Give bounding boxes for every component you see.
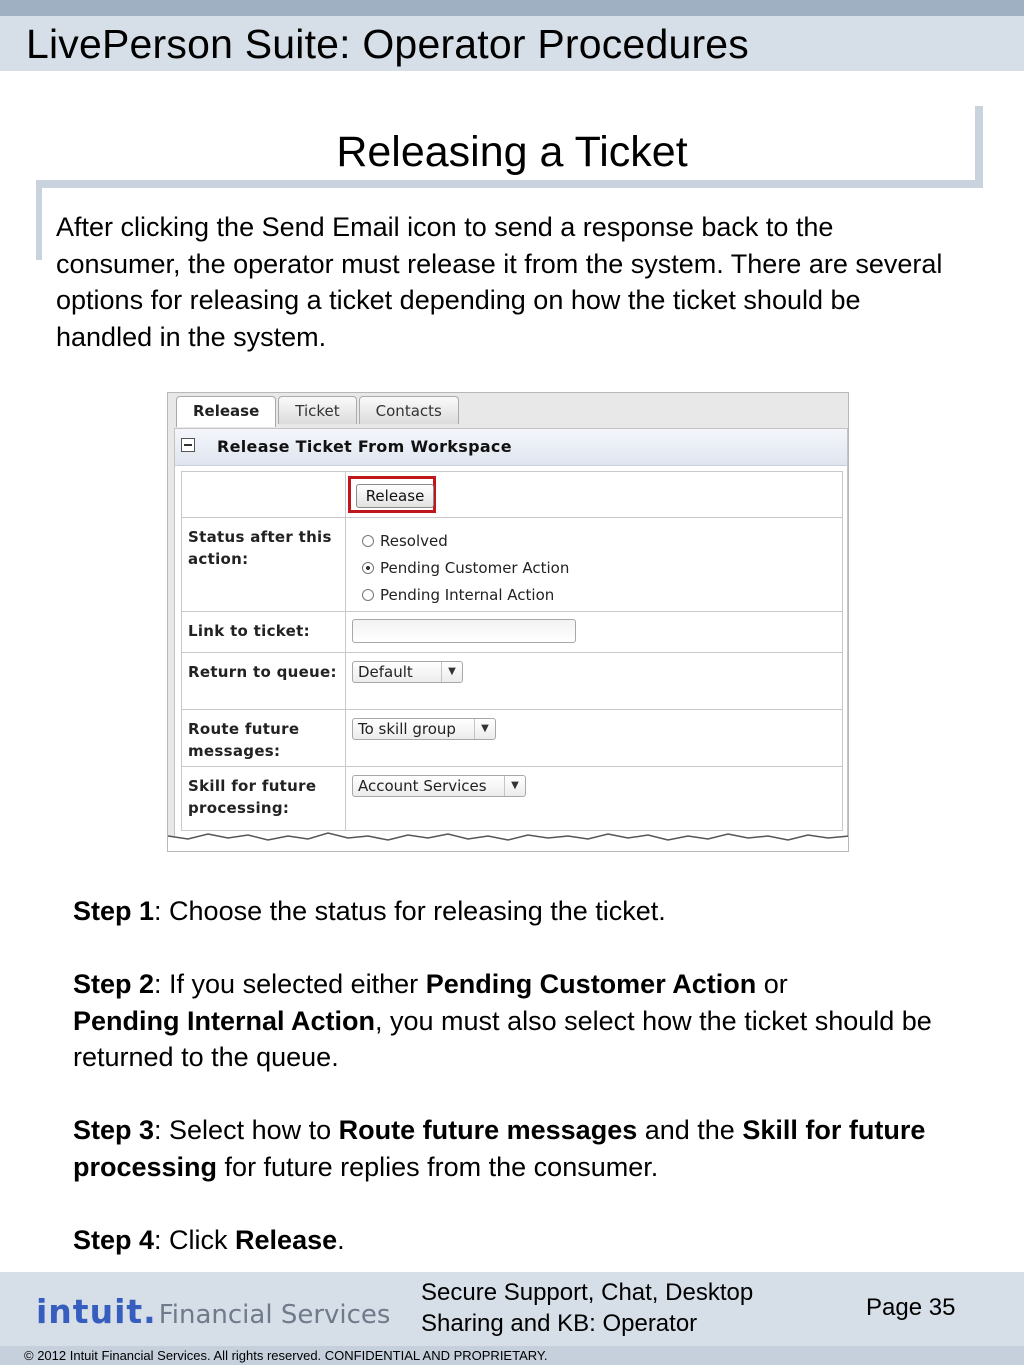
step-bold: Release [235,1224,338,1255]
step-bold: Skill for future processing [73,1115,926,1182]
return-to-queue-select[interactable] [352,661,463,683]
route-cell [346,710,843,767]
panel-header [175,429,847,466]
link-to-ticket-input[interactable] [352,619,576,643]
step-bold: Pending Internal Action [73,1005,376,1036]
step-text: and the [637,1115,743,1145]
copyright-bar [0,1346,1024,1365]
release-form-screenshot [167,392,849,852]
tab-release[interactable]: Release [176,396,276,427]
step-4 [73,1222,963,1259]
collapse-icon[interactable] [181,438,195,452]
link-cell [346,612,843,653]
chevron-down-icon: ▼ [474,719,495,739]
step-text: or [756,969,788,999]
skill-cell [346,767,843,831]
tab-strip [176,396,461,426]
radio-pending-customer[interactable] [362,557,569,579]
select-value: Account Services [358,777,487,795]
chevron-down-icon: ▼ [504,776,525,796]
radio-label: Pending Internal Action [380,586,555,604]
skill-label: Skill for future processing: [182,767,346,831]
radio-icon [362,589,374,601]
step-3 [73,1112,963,1185]
heading-frame-bottom [36,180,983,188]
step-text: : Click [154,1224,236,1255]
step-text: : If you selected either [154,969,426,999]
select-value: Default [358,663,413,681]
radio-pending-internal[interactable] [362,584,554,606]
page-number: Page 35 [866,1294,956,1321]
skill-future-processing-select[interactable] [352,775,526,797]
route-future-messages-select[interactable] [352,718,496,740]
step-label: Step 3 [73,1115,155,1145]
status-options [346,518,843,612]
logo-brand: intuit. [36,1292,157,1331]
step-text: : Select how to [154,1115,339,1145]
step-bold: Pending Customer Action [425,969,757,999]
intro-paragraph: After clicking the Send Email icon to send a response back to the consumer, the operator must release it from the system. There are several options for releasing a ticket depending on how the ticket should be handled in the system. [56,212,943,352]
empty-label-cell [182,472,346,518]
step-text: for future replies from the consumer. [217,1151,659,1182]
section-heading: Releasing a Ticket [336,128,688,176]
panel-title: Release Ticket From Workspace [217,437,512,456]
step-label: Step 4 [73,1224,155,1255]
step-text: , you must also select how the ticket should be returned to the queue. [73,1005,932,1072]
status-label: Status after this action: [182,518,346,612]
queue-cell [346,653,843,710]
step-bold: Route future messages [338,1115,638,1145]
step-text: : Choose the status for releasing the ticket. [154,896,666,926]
radio-label: Resolved [380,532,448,550]
footer-bar [0,1272,1024,1346]
chevron-down-icon: ▼ [441,662,462,682]
footer-doc-title: Secure Support, Chat, Desktop Sharing and KB: Operator [421,1279,754,1337]
title-bar [0,16,1024,71]
radio-label: Pending Customer Action [380,559,570,577]
step-label: Step 2 [73,969,155,999]
tab-contacts[interactable]: Contacts [359,396,459,424]
page-title: LivePerson Suite: Operator Procedures [26,21,749,67]
step-1 [73,893,963,930]
queue-label: Return to queue: [182,653,346,710]
logo-subtitle: Financial Services [158,1300,391,1330]
route-label: Route future messages: [182,710,346,767]
step-text: . [337,1224,345,1255]
radio-icon [362,535,374,547]
release-button[interactable]: Release [356,484,434,508]
copyright-text: © 2012 Intuit Financial Services. All rights reserved. CONFIDENTIAL AND PROPRIETARY. [24,1348,548,1363]
link-label: Link to ticket: [182,612,346,653]
step-2 [73,966,963,1076]
step-label: Step 1 [73,896,155,926]
select-value: To skill group [358,720,456,738]
steps-list [73,893,963,1295]
radio-resolved[interactable] [362,530,448,552]
torn-edge [168,830,849,852]
top-accent-bar [0,0,1024,16]
tab-ticket[interactable]: Ticket [278,396,356,424]
release-form [181,471,843,831]
heading-frame-left [36,180,42,260]
intuit-logo [36,1292,390,1332]
release-button-cell [346,472,843,518]
radio-selected-icon [362,562,374,574]
release-panel [174,428,848,848]
